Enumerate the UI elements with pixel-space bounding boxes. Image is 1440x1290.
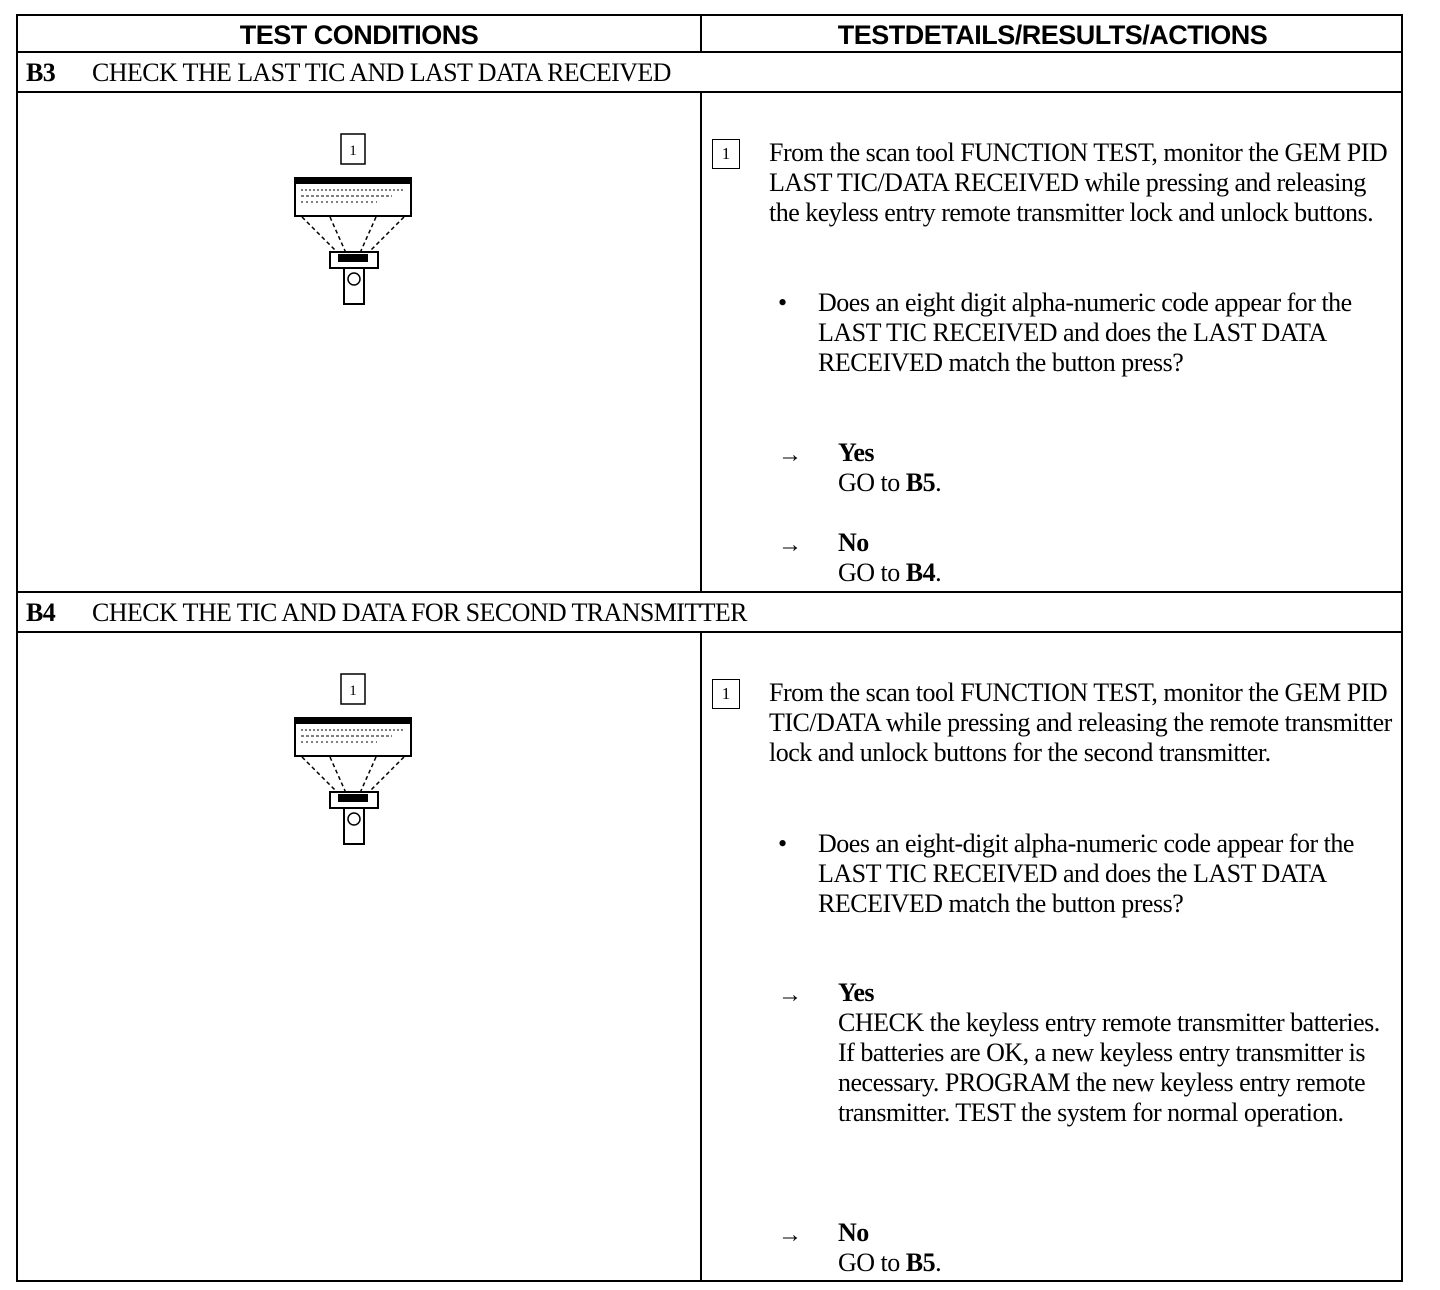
result-yes [838,438,1378,498]
result-action [838,468,1378,498]
action-target: B5 [905,1248,936,1277]
result-label: No [838,528,869,557]
svg-text:1: 1 [349,683,357,699]
step-number: B3 [26,58,56,87]
action-suffix: . [935,558,942,587]
svg-text:1: 1 [349,143,357,159]
bullet-marker: • [778,829,788,858]
result-action [838,1248,1378,1278]
arrow-right-icon: → [778,1222,802,1248]
question-text: Does an eight-digit alpha-numeric code appear for the LAST TIC RECEIVED and does the LAST DATA RECEIVED match the button press? [818,829,1354,918]
result-label: Yes [838,438,875,467]
divider [18,591,1401,593]
arrow-right-icon: → [778,982,802,1008]
result-action: CHECK the keyless entry remote transmitter batteries. If batteries are OK, a new keyless entry transmitter is necessary. PROGRAM the new keyless entry remote transmitter. TEST the system for normal operation. [838,1008,1380,1127]
step-title-text: CHECK THE TIC AND DATA FOR SECOND TRANSMITTER [92,598,747,627]
action-text: GO to [838,558,906,587]
step-marker: 1 [712,139,740,169]
action-suffix: . [935,468,942,497]
divider [700,631,702,1282]
instruction-text: From the scan tool FUNCTION TEST, monitor the GEM PID TIC/DATA while pressing and releasing the remote transmitter lock and unlock buttons for the second transmitter. [769,678,1392,767]
step-number: B4 [26,598,56,627]
action-target: B5 [905,468,936,497]
result-no [838,528,1378,588]
instruction-text: From the scan tool FUNCTION TEST, monitor the GEM PID LAST TIC/DATA RECEIVED while pressing and releasing the keyless entry remote transmitter lock and unlock buttons. [769,138,1388,227]
action-target: B4 [905,558,936,587]
step-title-b3 [26,55,671,91]
result-no [838,1218,1378,1278]
result-label: Yes [838,978,875,1007]
divider [18,631,1401,633]
divider [700,16,702,53]
diagnostic-table [16,14,1403,1282]
step-title-text: CHECK THE LAST TIC AND LAST DATA RECEIVED [92,58,671,87]
result-label: No [838,1218,869,1247]
header-test-conditions: TEST CONDITIONS [239,20,479,50]
result-action [838,558,1378,588]
action-text: GO to [838,468,906,497]
question-text: Does an eight digit alpha-numeric code appear for the LAST TIC RECEIVED and does the LAST DATA RECEIVED match the button press? [818,288,1352,377]
bullet-marker: • [778,288,788,317]
step-title-b4 [26,595,747,631]
step-marker: 1 [712,679,740,709]
arrow-right-icon: → [778,532,802,558]
arrow-right-icon: → [778,442,802,468]
divider [18,51,1401,53]
action-text: GO to [838,1248,906,1277]
divider [18,91,1401,93]
action-suffix: . [935,1248,942,1277]
scan-tool-transmitter-icon [292,673,414,853]
divider [700,91,702,593]
header-test-details: TESTDETAILS/RESULTS/ACTIONS [837,20,1268,50]
scan-tool-transmitter-icon [292,133,414,313]
result-yes [838,978,1388,1128]
